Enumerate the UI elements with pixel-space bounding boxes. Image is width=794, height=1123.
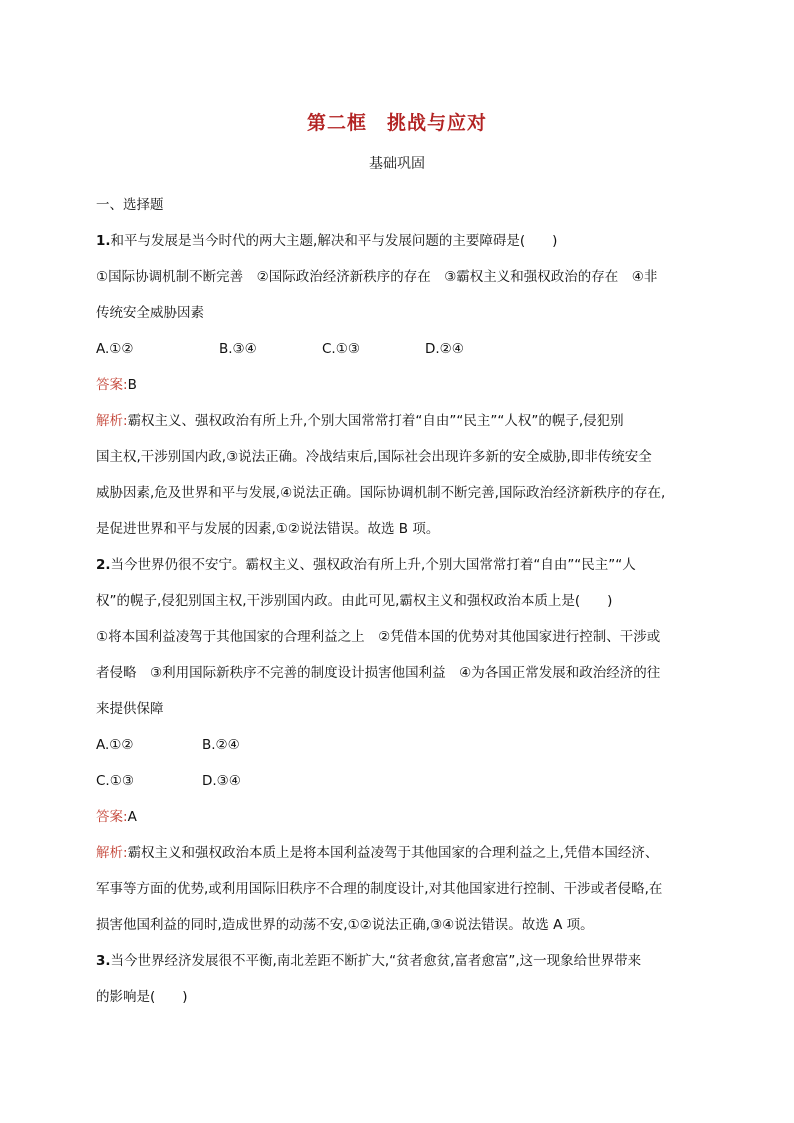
question-stem-line: 的影响是( ) [96, 989, 188, 1005]
analysis-label: 解析: [96, 413, 128, 429]
choice-row [96, 727, 706, 763]
analysis-line: 威胁因素,危及世界和平与发展,④说法正确。国际协调机制不断完善,国际政治经济新秩序的存在, [96, 485, 666, 501]
analysis-line: 是促进世界和平与发展的因素,①②说法错误。故选 B 项。 [96, 521, 440, 537]
answer-value: A [127, 809, 137, 825]
question-stem-line: 3.当今世界经济发展很不平衡,南北差距不断扩大,“贫者愈贫,富者愈富”,这一现象给世界带来 [96, 953, 642, 969]
question-stem-line: 2.当今世界仍很不安宁。霸权主义、强权政治有所上升,个别大国常常打着“自由”“民主”“人 [96, 557, 636, 573]
choice-row [96, 331, 706, 367]
page-title: 第二框 挑战与应对 [306, 112, 487, 134]
question-3 [96, 943, 706, 1015]
statement-line: ①将本国利益凌驾于其他国家的合理利益之上 ②凭借本国的优势对其他国家进行控制、干涉或 [96, 629, 661, 645]
choice-row [96, 763, 706, 799]
analysis-label: 解析: [96, 845, 128, 861]
analysis-line: 国主权,干涉别国内政,③说法正确。冷战结束后,国际社会出现许多新的安全威胁,即非传统安全 [96, 449, 652, 465]
answer-label: 答案: [96, 377, 128, 393]
page-subtitle: 基础巩固 [369, 156, 425, 172]
analysis-line: 军事等方面的优势,或利用国际旧秩序不合理的制度设计,对其他国家进行控制、干涉或者侵略,在 [96, 881, 663, 897]
choice-d: D.②④ [425, 341, 464, 357]
question-1 [96, 223, 706, 547]
question-number: 2. [96, 557, 111, 573]
question-number: 1. [96, 233, 111, 249]
choice-d: D.③④ [202, 773, 241, 789]
question-number: 3. [96, 953, 111, 969]
statement-line: ①国际协调机制不断完善 ②国际政治经济新秩序的存在 ③霸权主义和强权政治的存在 ④非 [96, 269, 658, 285]
choice-b: B.③④ [219, 341, 257, 357]
question-stem-line: 权”的幌子,侵犯别国主权,干涉别国内政。由此可见,霸权主义和强权政治本质上是( ) [96, 593, 613, 609]
answer-line [96, 367, 706, 403]
analysis-line: 解析:霸权主义和强权政治本质上是将本国利益凌驾于其他国家的合理利益之上,凭借本国经济、 [96, 845, 659, 861]
statement-line: 者侵略 ③利用国际新秩序不完善的制度设计损害他国利益 ④为各国正常发展和政治经济的往 [96, 665, 661, 681]
answer-line [96, 799, 706, 835]
statement-line: 来提供保障 [96, 701, 164, 717]
answer-value: B [127, 377, 137, 393]
choice-a: A.①② [96, 341, 134, 357]
question-stem-line: 1.和平与发展是当今时代的两大主题,解决和平与发展问题的主要障碍是( ) [96, 233, 558, 249]
analysis-line: 损害他国利益的同时,造成世界的动荡不安,①②说法正确,③④说法错误。故选 A 项。 [96, 917, 594, 933]
statement-line: 传统安全威胁因素 [96, 305, 204, 321]
choice-b: B.②④ [202, 737, 240, 753]
question-2 [96, 547, 706, 943]
choice-c: C.①③ [96, 773, 134, 789]
analysis-line: 解析:霸权主义、强权政治有所上升,个别大国常常打着“自由”“民主”“人权”的幌子,侵犯别 [96, 413, 624, 429]
choice-c: C.①③ [322, 341, 360, 357]
choice-a: A.①② [96, 737, 134, 753]
section-heading: 一、选择题 [96, 197, 164, 213]
answer-label: 答案: [96, 809, 128, 825]
document-body [96, 187, 706, 1015]
